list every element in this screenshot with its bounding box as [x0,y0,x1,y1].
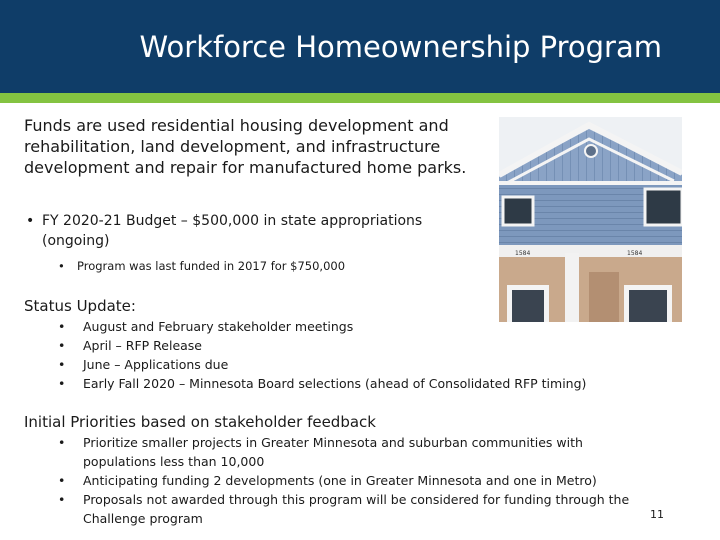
house-photo [499,117,682,322]
header-accent-stripe [0,93,720,103]
priority-item-text: Anticipating funding 2 developments (one in Greater Minnesota and one in Metro) [83,473,597,488]
priority-item-text: Prioritize smaller projects in Greater Minnesota and suburban communities with populations less than 10,000 [83,435,583,469]
address-number-right: 1584 [627,250,643,257]
bullet-dot: • [58,376,66,391]
list-item [58,374,638,393]
priorities-list [58,433,658,528]
status-heading: Status Update: [24,297,136,315]
status-item-text: August and February stakeholder meetings [83,319,354,334]
list-item [58,355,638,374]
budget-text: FY 2020-21 Budget – $500,000 in state appropriations (ongoing) [42,213,423,249]
status-item-text: April – RFP Release [83,338,202,353]
budget-sub-bullet [58,259,345,273]
budget-bullet [26,211,466,251]
bullet-dot: • [26,213,35,229]
list-item [58,433,658,471]
priority-item-text: Proposals not awarded through this program will be considered for funding through the Challenge program [83,492,630,526]
bullet-dot: • [58,259,65,273]
budget-sub-text: Program was last funded in 2017 for $750,000 [77,259,346,273]
status-item-text: June – Applications due [83,357,229,372]
house-illustration [499,117,682,322]
status-item-text: Early Fall 2020 – Minnesota Board selections (ahead of Consolidated RFP timing) [83,376,587,391]
list-item [58,490,658,528]
page-number: 11 [650,508,664,521]
priorities-heading: Initial Priorities based on stakeholder feedback [24,413,376,431]
bullet-dot: • [58,319,66,334]
address-number-left: 1584 [515,250,531,257]
bullet-dot: • [58,338,66,353]
slide-title: Workforce Homeownership Program [139,30,662,64]
bullet-dot: • [58,473,66,488]
intro-paragraph: Funds are used residential housing development and rehabilitation, land development, and infrastructure development and repair for manufactured home parks. [24,116,467,177]
status-list [58,317,638,393]
list-item [58,336,638,355]
bullet-dot: • [58,492,66,507]
bullet-dot: • [58,357,66,372]
list-item [58,471,658,490]
bullet-dot: • [58,435,66,450]
